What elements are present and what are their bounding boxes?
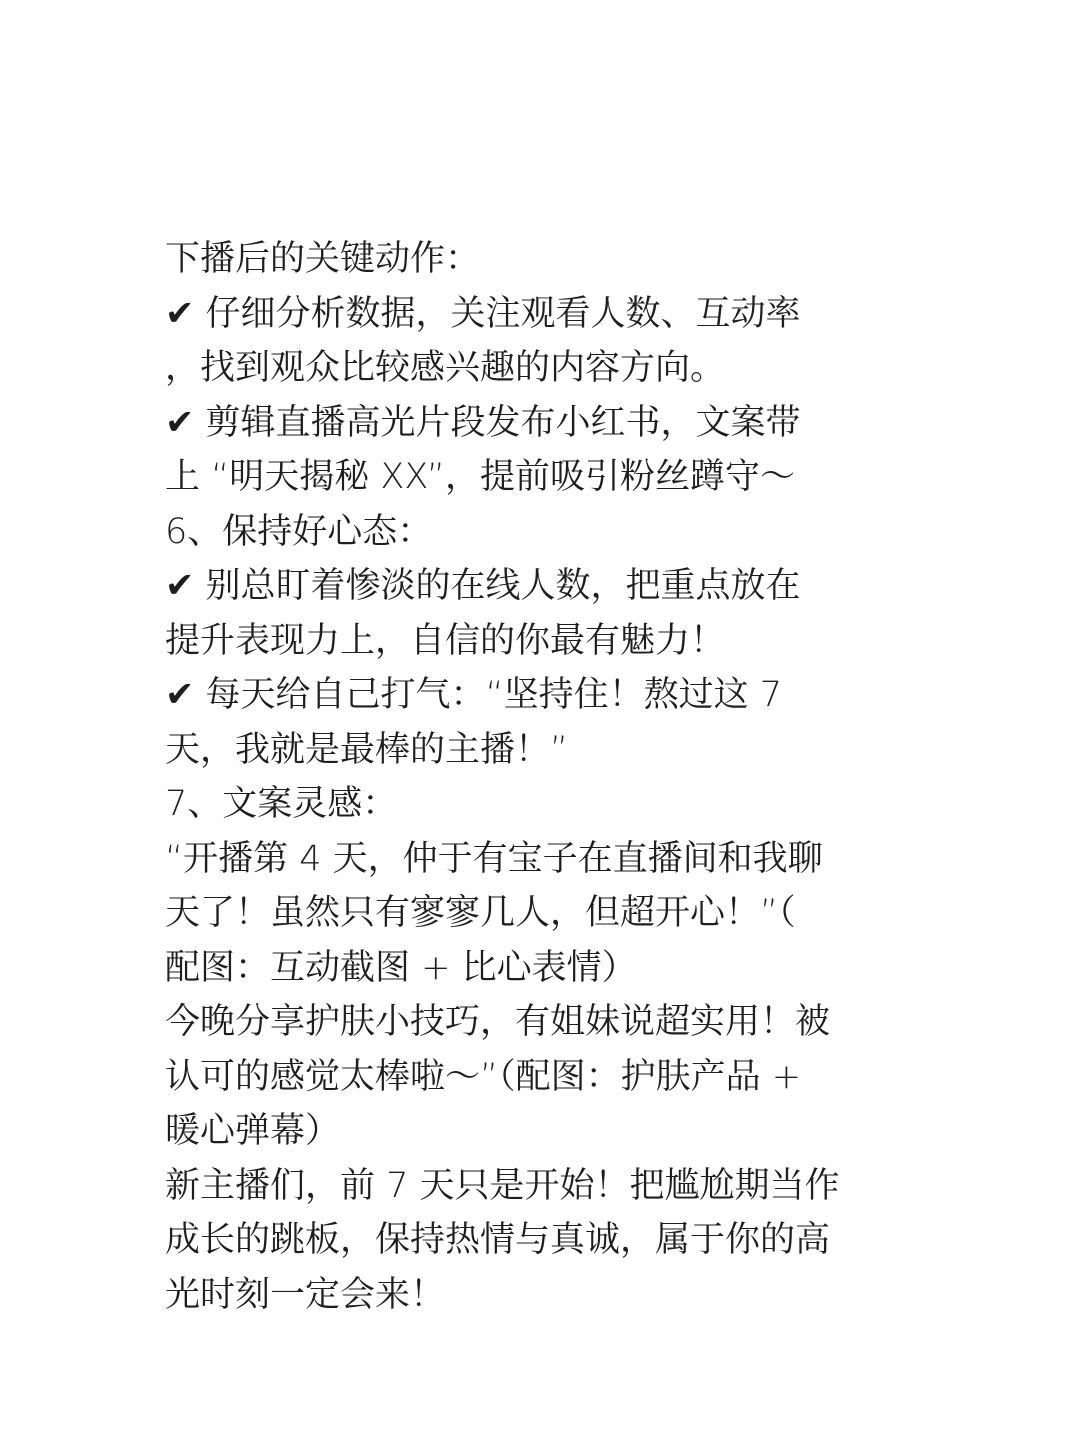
text-line: 天了！虽然只有寥寥几人，但超开心！”（: [165, 893, 796, 933]
text-line: ，找到观众比较感兴趣的内容方向。: [165, 348, 726, 388]
text-line: 认可的感觉太棒啦～”（配图：护肤产品 +: [165, 1056, 802, 1097]
text-line: “开播第 4 天，仲于有宝子在直播间和我聊: [165, 838, 823, 879]
text-line: 配图：互动截图 + 比心表情）: [165, 947, 637, 988]
text-line: ✔ 别总盯着惨淡的在线人数，把重点放在: [165, 566, 801, 606]
text-line: 成长的跳板，保持热情与真诚，属于你的高: [165, 1220, 831, 1260]
text-line: 上 “明天揭秘 XX”，提前吸引粉丝蹲守～: [165, 457, 796, 497]
text-line: 光时刻一定会来！: [165, 1274, 446, 1315]
text-line: ✔ 剪辑直播高光片段发布小红书，文案带: [165, 402, 801, 443]
text-line: 6、保持好心态：: [165, 511, 433, 552]
text-line: 7、文案灵感：: [165, 784, 398, 824]
text-line: 今晚分享护肤小技巧，有姐妹说超实用！被: [165, 1002, 831, 1042]
text-line: ✔ 每天给自己打气：“坚持住！熬过这 7: [165, 675, 782, 715]
document-body: [165, 232, 915, 1322]
text-line: 下播后的关键动作：: [165, 239, 481, 279]
text-line: ✔ 仔细分析数据，关注观看人数、互动率: [165, 293, 801, 334]
text-line: 新主播们，前 7 天只是开始！把尴尬期当作: [165, 1165, 840, 1206]
text-line: 暖心弹幕）: [165, 1111, 341, 1151]
text-line: 天，我就是最棒的主播！”: [165, 729, 569, 770]
text-line: 提升表现力上，自信的你最有魅力！: [165, 620, 726, 661]
